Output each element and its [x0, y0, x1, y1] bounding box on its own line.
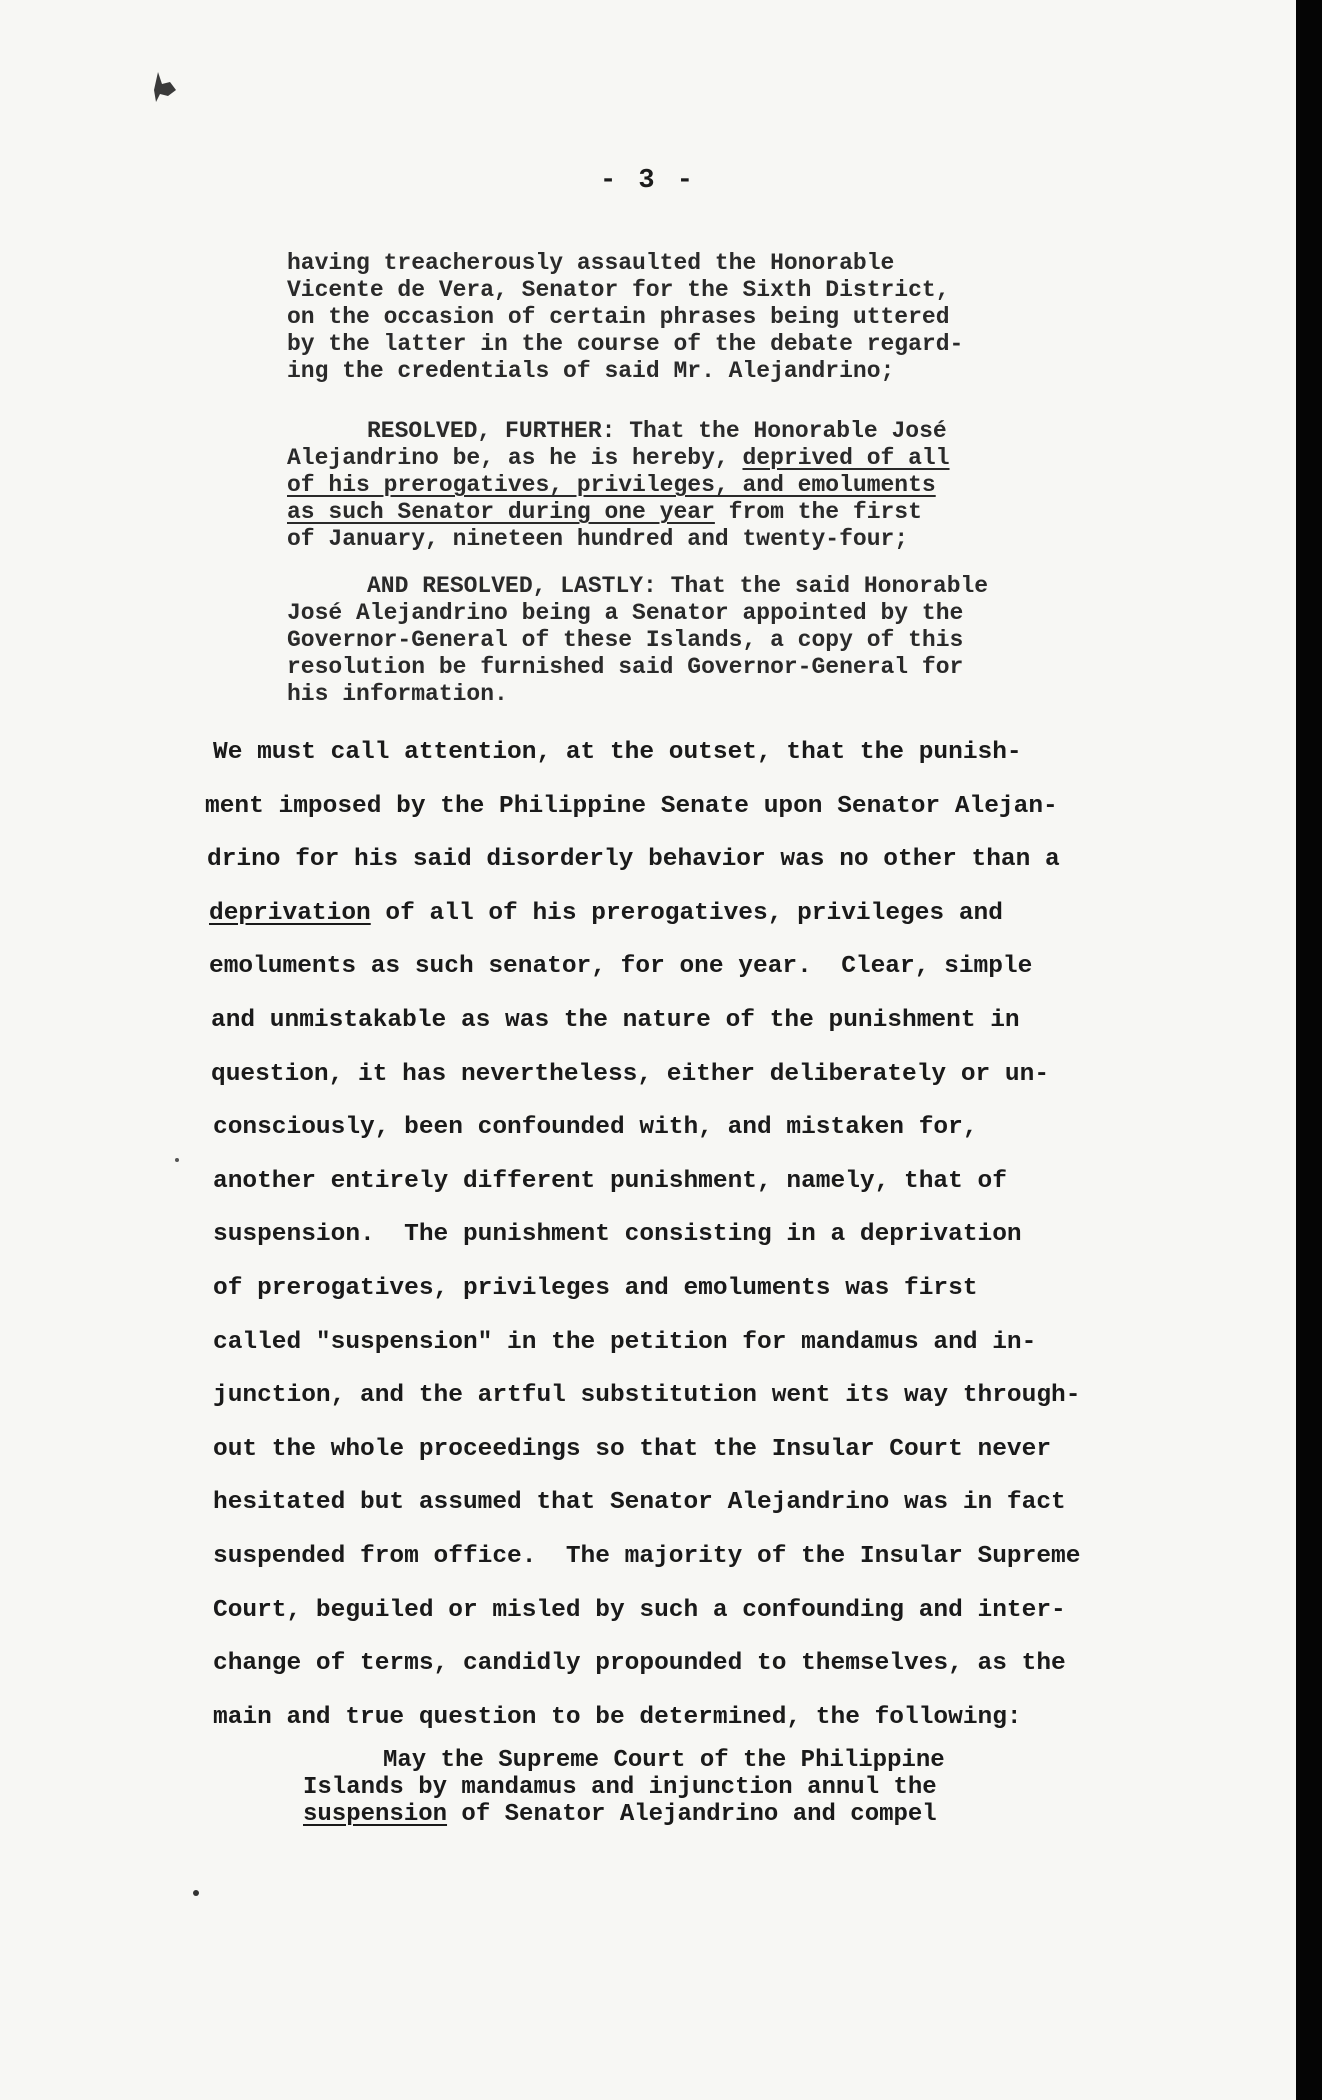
ink-blot — [150, 70, 178, 104]
resolution-para-1 — [287, 250, 1087, 385]
body-line: main and true question to be determined, the following: — [213, 1703, 1022, 1731]
body-line: another entirely different punishment, namely, that of — [213, 1167, 1007, 1195]
resolution-line — [287, 445, 1087, 472]
page-number: - 3 - — [600, 166, 697, 196]
body-line: and unmistakable as was the nature of the punishment in — [211, 1006, 1020, 1034]
question-line: Islands by mandamus and injunction annul the — [303, 1774, 937, 1801]
resolution-line: Governor-General of these Islands, a copy of this — [287, 627, 964, 653]
body-text-run: of all of his prerogatives, privileges and — [370, 899, 1003, 927]
body-line: called "suspension" in the petition for mandamus and in- — [213, 1328, 1037, 1356]
body-line: consciously, been confounded with, and mistaken for, — [213, 1114, 978, 1142]
body-line: emoluments as such senator, for one year. Clear, simple — [209, 953, 1033, 981]
underlined-text: as such Senator during one year — [287, 499, 715, 525]
underlined-text: deprivation — [209, 899, 371, 927]
body-line: hesitated but assumed that Senator Alejandrino was in fact — [213, 1489, 1066, 1517]
resolution-text: Alejandrino be, as he is hereby, — [287, 445, 743, 471]
resolution-line: by the latter in the course of the debate regard- — [287, 331, 964, 357]
resolution-line: his information. — [287, 681, 508, 707]
resolution-line — [287, 499, 1087, 526]
scan-border — [1296, 0, 1322, 2100]
question-line: May the Supreme Court of the Philippine — [383, 1747, 945, 1774]
scan-speck — [175, 1158, 179, 1162]
resolution-line: of January, nineteen hundred and twenty-four; — [287, 526, 909, 552]
resolution-line: José Alejandrino being a Senator appointed by the — [287, 600, 964, 626]
resolution-line: having treacherously assaulted the Honorable — [287, 250, 895, 276]
body-line: change of terms, candidly propounded to themselves, as the — [213, 1650, 1066, 1678]
body-line: question, it has nevertheless, either deliberately or un- — [211, 1060, 1050, 1088]
resolution-line: RESOLVED, FURTHER: That the Honorable José — [367, 418, 947, 444]
body-line: suspended from office. The majority of the Insular Supreme — [213, 1542, 1081, 1570]
resolution-para-3 — [287, 573, 1087, 708]
underlined-text: deprived of all — [742, 445, 950, 471]
resolution-line: AND RESOLVED, LASTLY: That the said Honorable — [367, 573, 989, 599]
question-text: of Senator Alejandrino and compel — [447, 1801, 937, 1828]
body-line: drino for his said disorderly behavior was no other than a — [207, 846, 1060, 874]
body-line: out the whole proceedings so that the Insular Court never — [213, 1435, 1052, 1463]
body-line: Court, beguiled or misled by such a confounding and inter- — [213, 1596, 1066, 1624]
underlined-text: suspension — [303, 1801, 448, 1828]
scan-speck — [193, 1890, 199, 1896]
resolution-line: resolution be furnished said Governor-General for — [287, 654, 964, 680]
body-text — [205, 726, 1173, 1744]
body-line: junction, and the artful substitution went its way through- — [213, 1382, 1081, 1410]
resolution-para-2 — [287, 418, 1087, 553]
resolution-line — [287, 472, 1087, 499]
body-line: We must call attention, at the outset, that the punish- — [213, 739, 1022, 766]
resolution-line: ing the credentials of said Mr. Alejandrino; — [287, 358, 895, 384]
resolution-line: Vicente de Vera, Senator for the Sixth District, — [287, 277, 950, 303]
question-line — [303, 1801, 1103, 1828]
resolution-line: on the occasion of certain phrases being uttered — [287, 304, 950, 330]
resolution-text: from the first — [714, 499, 922, 525]
body-line: suspension. The punishment consisting in a deprivation — [213, 1221, 1022, 1249]
body-line: ment imposed by the Philippine Senate upon Senator Alejan- — [205, 792, 1058, 820]
body-line — [209, 887, 1173, 941]
quoted-question — [303, 1747, 1103, 1828]
body-line: of prerogatives, privileges and emoluments was first — [213, 1274, 978, 1302]
underlined-text: of his prerogatives, privileges, and emoluments — [287, 472, 936, 498]
